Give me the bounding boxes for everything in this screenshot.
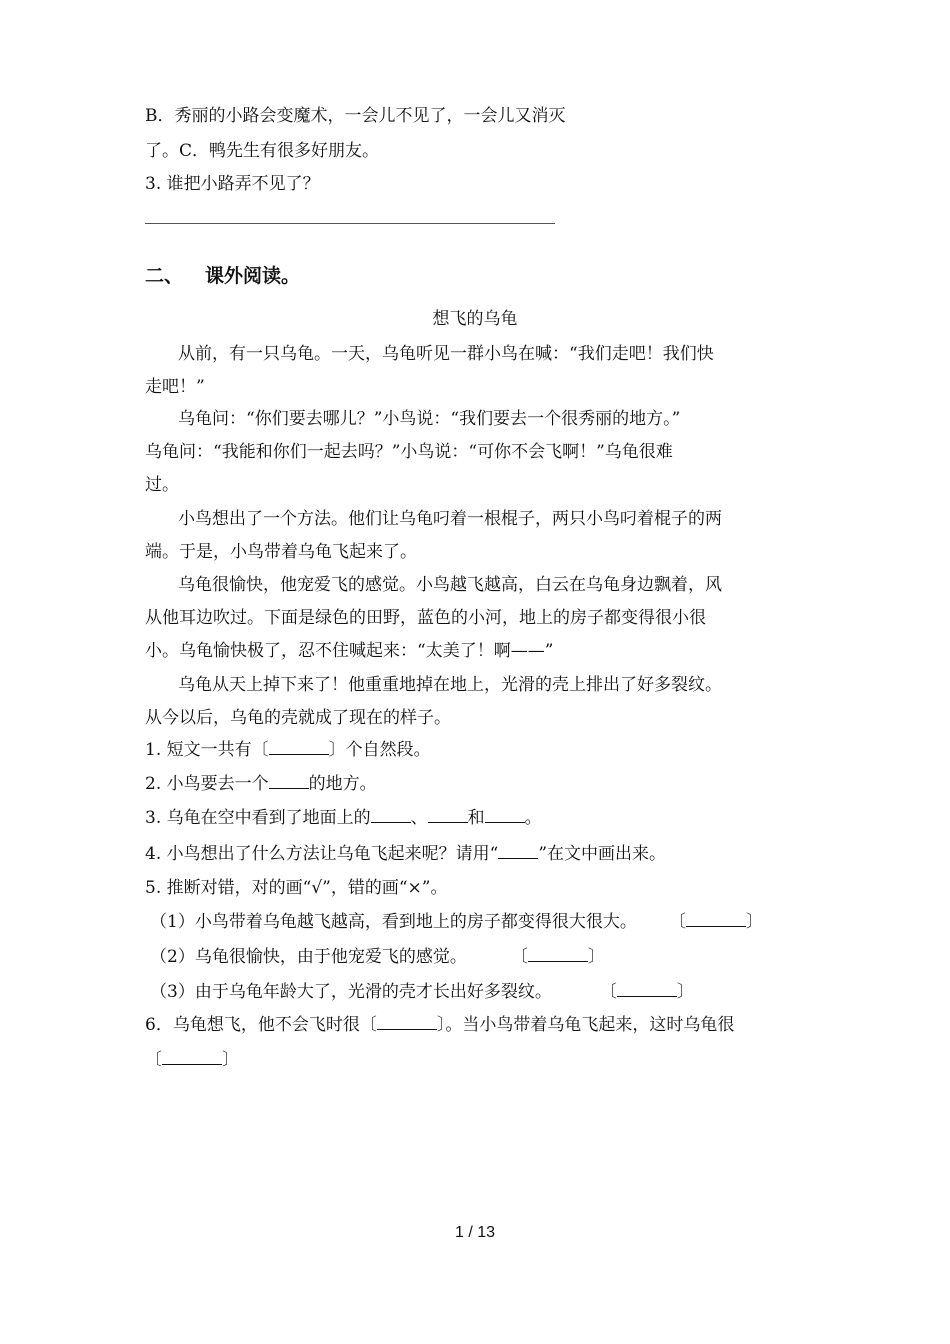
section-number: 二、 [145,265,184,287]
question-6-cont [145,1048,239,1072]
question-3-text-end: 。 [524,808,542,828]
passage-p5-line1: 乌龟从天上掉下来了！他重重地掉在地上，光滑的壳上排出了好多裂纹。 [178,675,722,695]
passage-p4-line3: 小。乌龟愉快极了，忍不住喊起来：“太美了！啊——” [145,641,554,661]
answer-blank[interactable] [162,1050,222,1065]
passage-p4-line2: 从他耳边吹过。下面是绿色的田野，蓝色的小河，地上的房子都变得很小很 [145,608,706,628]
answer-blank[interactable] [377,1015,437,1030]
question-1 [145,738,431,762]
bracket-close: 〕 [587,947,605,967]
question-6 [145,1013,734,1037]
passage-p1-line2: 走吧！” [145,377,205,397]
page-number: 1 / 13 [454,1224,496,1241]
question-5-3-text: （3）由于乌龟年龄大了，光滑的壳才长出好多裂纹。 [150,982,552,1002]
question-5-2-text: （2）乌龟很愉快，由于他宠爱飞的感觉。 [150,947,467,967]
answer-blank[interactable] [269,774,309,789]
option-c-line: 了。C．鸭先生有很多好朋友。 [145,141,380,161]
answer-blank[interactable] [428,808,468,823]
question-6-text-mid: 〕。当小鸟带着乌龟飞起来，这时乌龟很 [436,1015,735,1035]
bracket-open: 〔 [145,1050,162,1070]
bracket-open: 〔 [510,947,528,967]
section-heading [145,262,300,290]
passage-p2-line1: 乌龟问：“你们要去哪儿？”小鸟说：“我们要去一个很秀丽的地方。” [178,409,681,429]
question-3-sep: 和 [467,808,485,828]
passage-title: 想飞的乌龟 [432,309,518,329]
question-2-text-end: 的地方。 [308,774,377,794]
answer-blank[interactable] [485,808,525,823]
bracket-close: 〕 [745,912,763,932]
question-3-sep: 、 [410,808,428,828]
bracket-close: 〕 [222,1050,239,1070]
passage-p1-line1: 从前，有一只乌龟。一天，乌龟听见一群小鸟在喊：“我们走吧！我们快 [178,344,714,364]
answer-blank[interactable] [269,740,329,755]
bracket-open: 〔 [599,982,617,1002]
passage-p4-line1: 乌龟很愉快，他宠爱飞的感觉。小鸟越飞越高，白云在乌龟身边飘着，风 [178,575,722,595]
question-5: 5. 推断对错，对的画“√”，错的画“×”。 [145,878,448,898]
passage-p3-line2: 端。于是，小鸟带着乌龟飞起来了。 [145,542,417,562]
question-2-text: 2. 小鸟要去一个 [145,774,269,794]
underline-sample [498,844,538,859]
question-3 [145,806,542,830]
question-1-text-end: 〕个自然段。 [328,740,431,760]
answer-blank[interactable] [686,912,746,927]
question-5-2 [150,945,605,969]
answer-blank[interactable] [617,982,677,997]
question-5-1 [150,910,763,934]
question-2 [145,772,377,796]
answer-line [145,223,555,224]
passage-p5-line2: 从今以后，乌龟的壳就成了现在的样子。 [145,708,451,728]
question-4-text: 4. 小鸟想出了什么方法让乌龟飞起来呢？请用“ [145,844,499,864]
question-3-top: 3. 谁把小路弄不见了？ [145,174,320,194]
question-3-text: 3. 乌龟在空中看到了地面上的 [145,808,371,828]
question-5-3 [150,980,694,1004]
bracket-open: 〔 [668,912,686,932]
question-6-text: 6．乌龟想飞，他不会飞时很〔 [145,1015,377,1035]
section-title: 课外阅读。 [205,265,301,287]
bracket-close: 〕 [676,982,694,1002]
question-5-1-text: （1）小鸟带着乌龟越飞越高，看到地上的房子都变得很大很大。 [150,912,637,932]
passage-p3-line1: 小鸟想出了一个方法。他们让乌龟叼着一根棍子，两只小鸟叼着棍子的两 [178,509,722,529]
passage-p2-line2: 乌龟问：“我能和你们一起去吗？”小鸟说：“可你不会飞啊！”乌龟很难 [145,442,673,462]
question-4-text-end: ”在文中画出来。 [538,844,667,864]
answer-blank[interactable] [528,947,588,962]
question-4 [145,842,666,866]
option-b-line: B．秀丽的小路会变魔术，一会儿不见了，一会儿又消灭 [145,106,566,126]
answer-blank[interactable] [371,808,411,823]
question-1-text: 1. 短文一共有〔 [145,740,269,760]
passage-p2-line3: 过。 [145,475,179,495]
